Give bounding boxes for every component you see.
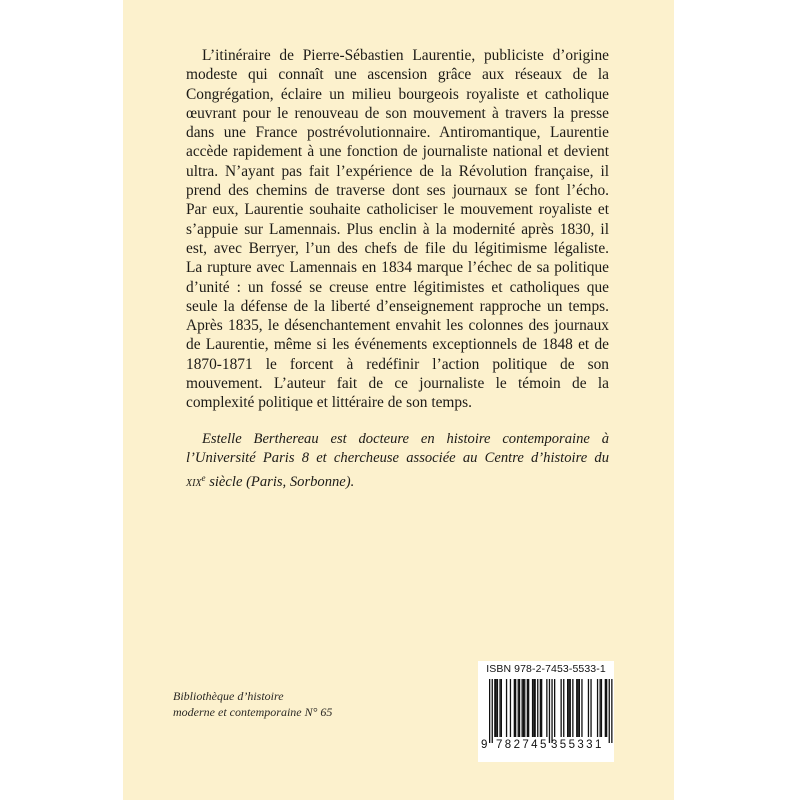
barcode-bar — [499, 679, 500, 737]
barcode-bar — [577, 679, 578, 737]
blurb-line: modeste qui connaît une ascension grâce aux réseaux de la — [186, 66, 609, 84]
barcode-bar — [540, 679, 541, 737]
barcode-bar — [537, 679, 538, 737]
barcode-bar — [515, 679, 516, 737]
blurb-line: est, avec Berryer, l’un des chefs de file du légitimisme légaliste. — [186, 239, 609, 257]
blurb-line: ultra. N’ayant pas fait l’expérience de la Révolution française, il — [186, 162, 609, 180]
barcode-bar — [567, 679, 568, 737]
century-superscript: e — [201, 472, 206, 483]
barcode-bar — [522, 679, 523, 737]
barcode-bar — [546, 679, 547, 737]
blurb-line: L’itinéraire de Pierre-Sébastien Laurentie, publiciste d’origine — [202, 47, 609, 64]
barcode-bar — [581, 679, 582, 737]
barcode-bar — [572, 679, 573, 737]
barcode-bar — [611, 679, 612, 743]
blurb-line: accède rapidement à une fonction de journaliste national et devient — [186, 143, 609, 161]
barcode-bar — [609, 679, 610, 743]
barcode-bar — [561, 679, 562, 737]
author-bio-line: l’Université Paris 8 et chercheuse associée au Centre d’histoire du — [186, 450, 609, 467]
blurb-line: Congrégation, éclaire un milieu bourgeois royaliste et catholique — [186, 85, 609, 103]
barcode-bar — [533, 679, 534, 737]
isbn-label: ISBN 978-2-7453-5533-1 — [486, 663, 606, 675]
blurb-line: s’appuie sur Lamennais. Plus enclin à la modernité après 1830, il — [186, 220, 609, 238]
barcode-bar — [597, 679, 598, 737]
barcode-bar — [523, 679, 524, 737]
barcode-bar — [551, 679, 552, 743]
blurb-line: mouvement. L’auteur fait de ce journaliste le témoin de la — [186, 375, 609, 393]
barcode-bar — [494, 679, 495, 737]
blurb-line: Par eux, Laurentie souhaite catholiciser le mouvement royaliste et — [186, 201, 609, 219]
barcode-bar — [568, 679, 569, 737]
barcode-bar — [518, 679, 519, 737]
blurb-line: prend des chemins de traverse dont ses journaux se font l’écho. — [186, 182, 609, 200]
barcode-bar — [563, 679, 564, 737]
barcode-bar — [600, 679, 601, 737]
barcode-bar — [510, 679, 511, 737]
barcode-bar — [535, 679, 536, 737]
author-bio-line: Estelle Berthereau est docteure en histoire contemporaine à — [202, 431, 609, 447]
barcode-bar — [549, 679, 550, 743]
barcode-bar — [588, 679, 589, 737]
barcode-bar — [590, 679, 591, 737]
author-bio-line-rest: siècle (Paris, Sorbonne). — [205, 473, 355, 490]
barcode-bar — [492, 679, 493, 743]
author-bio-line — [186, 469, 609, 492]
blurb-line: de Laurentie, même si les événements exceptionnels de 1848 et de — [186, 336, 609, 354]
blurb-line: complexité politique et littéraire de son temps. — [186, 394, 472, 412]
barcode-bars — [478, 679, 614, 743]
barcode-bar — [541, 679, 542, 737]
author-bio — [186, 430, 609, 492]
barcode-bar — [576, 679, 577, 737]
barcode-bar — [527, 679, 528, 737]
barcode-bar — [606, 679, 607, 737]
barcode-bar — [519, 679, 520, 737]
blurb-line: 1870-1871 le forcent à redéfinir l’action politique de son — [186, 355, 609, 373]
barcode-bar — [501, 679, 502, 737]
barcode-bar — [528, 679, 529, 737]
series-title: Bibliothèque d’histoire — [173, 689, 284, 703]
barcode-bar — [506, 679, 507, 737]
barcode-bar — [497, 679, 498, 737]
blurb-line: La rupture avec Lamennais en 1834 marque l’échec de sa politique — [186, 259, 609, 277]
barcode-digit-first: 9 — [481, 739, 488, 751]
century-numeral: xix — [186, 473, 202, 490]
series-info — [173, 689, 332, 720]
series-number: moderne et contemporaine N° 65 — [173, 704, 333, 719]
blurb-line: œuvrant pour le renouveau de son mouvement à travers la presse — [186, 104, 609, 122]
barcode-bar — [489, 679, 490, 743]
blurb-line: seule la défense de la liberté d’enseignement rapproche un temps. — [186, 297, 609, 315]
barcode-bar — [554, 679, 555, 737]
blurb-line: Après 1835, le désenchantement envahit les colonnes des journaux — [186, 317, 609, 335]
barcode-bar — [601, 679, 602, 737]
barcode-digit-group-2: 355331 — [551, 739, 604, 751]
back-cover-blurb — [186, 46, 609, 413]
blurb-line: d’unité : un fossé se creuse entre légitimistes et catholiques que — [186, 278, 609, 296]
barcode-bar — [496, 679, 497, 737]
barcode-bar — [524, 679, 525, 737]
barcode-bar — [579, 679, 580, 737]
barcode-bar — [514, 679, 515, 737]
blurb-line: dans une France postrévolutionnaire. Antiromantique, Laurentie — [186, 124, 609, 142]
isbn-barcode — [478, 661, 614, 762]
barcode-bar — [605, 679, 606, 737]
barcode-digit-group-1: 782745 — [496, 739, 549, 751]
barcode-bar — [532, 679, 533, 737]
barcode-bar — [570, 679, 571, 737]
